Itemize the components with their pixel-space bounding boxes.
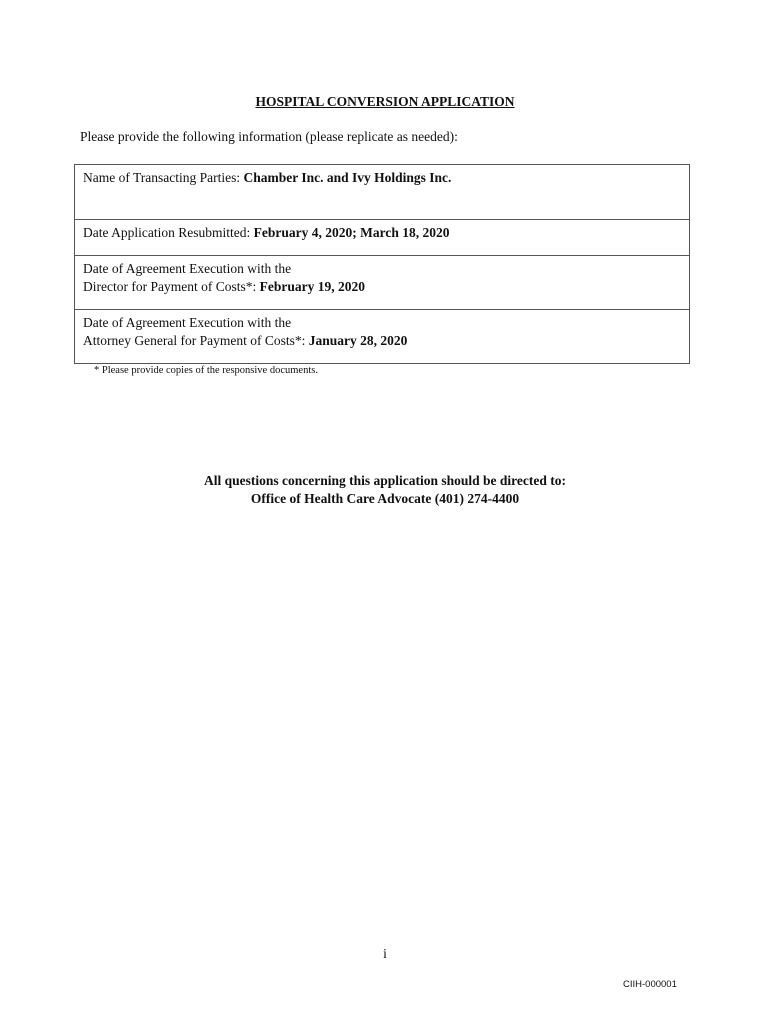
transacting-parties-cell — [75, 165, 690, 220]
field-label: Director for Payment of Costs*: — [83, 279, 260, 294]
field-label: Name of Transacting Parties: — [83, 170, 244, 185]
application-info-table — [74, 164, 690, 364]
page-number: i — [383, 946, 387, 961]
intro-text: Please provide the following information (please replicate as needed): — [80, 129, 458, 144]
table-row — [75, 165, 690, 220]
table-row — [75, 220, 690, 256]
field-value: Chamber Inc. and Ivy Holdings Inc. — [243, 170, 452, 185]
document-id: CIIH-000001 — [623, 979, 677, 990]
field-label: Attorney General for Payment of Costs*: — [83, 333, 309, 348]
field-label: Date Application Resubmitted: — [83, 225, 254, 240]
contact-line-1: All questions concerning this application should be directed to: — [203, 473, 567, 488]
table-row — [75, 310, 690, 364]
document-title: HOSPITAL CONVERSION APPLICATION — [255, 94, 515, 109]
resubmitted-date-cell — [75, 220, 690, 256]
field-label-line1: Date of Agreement Execution with the — [83, 315, 292, 330]
contact-line-2: Office of Health Care Advocate (401) 274-4400 — [250, 491, 520, 506]
attorney-general-agreement-cell — [75, 310, 690, 364]
field-label-line1: Date of Agreement Execution with the — [83, 261, 292, 276]
field-value: February 4, 2020; March 18, 2020 — [253, 225, 450, 240]
director-agreement-cell — [75, 256, 690, 310]
contact-block — [0, 472, 770, 508]
field-value: January 28, 2020 — [308, 333, 408, 348]
table-row — [75, 256, 690, 310]
field-value: February 19, 2020 — [259, 279, 365, 294]
footnote: * Please provide copies of the responsive documents. — [94, 365, 318, 376]
